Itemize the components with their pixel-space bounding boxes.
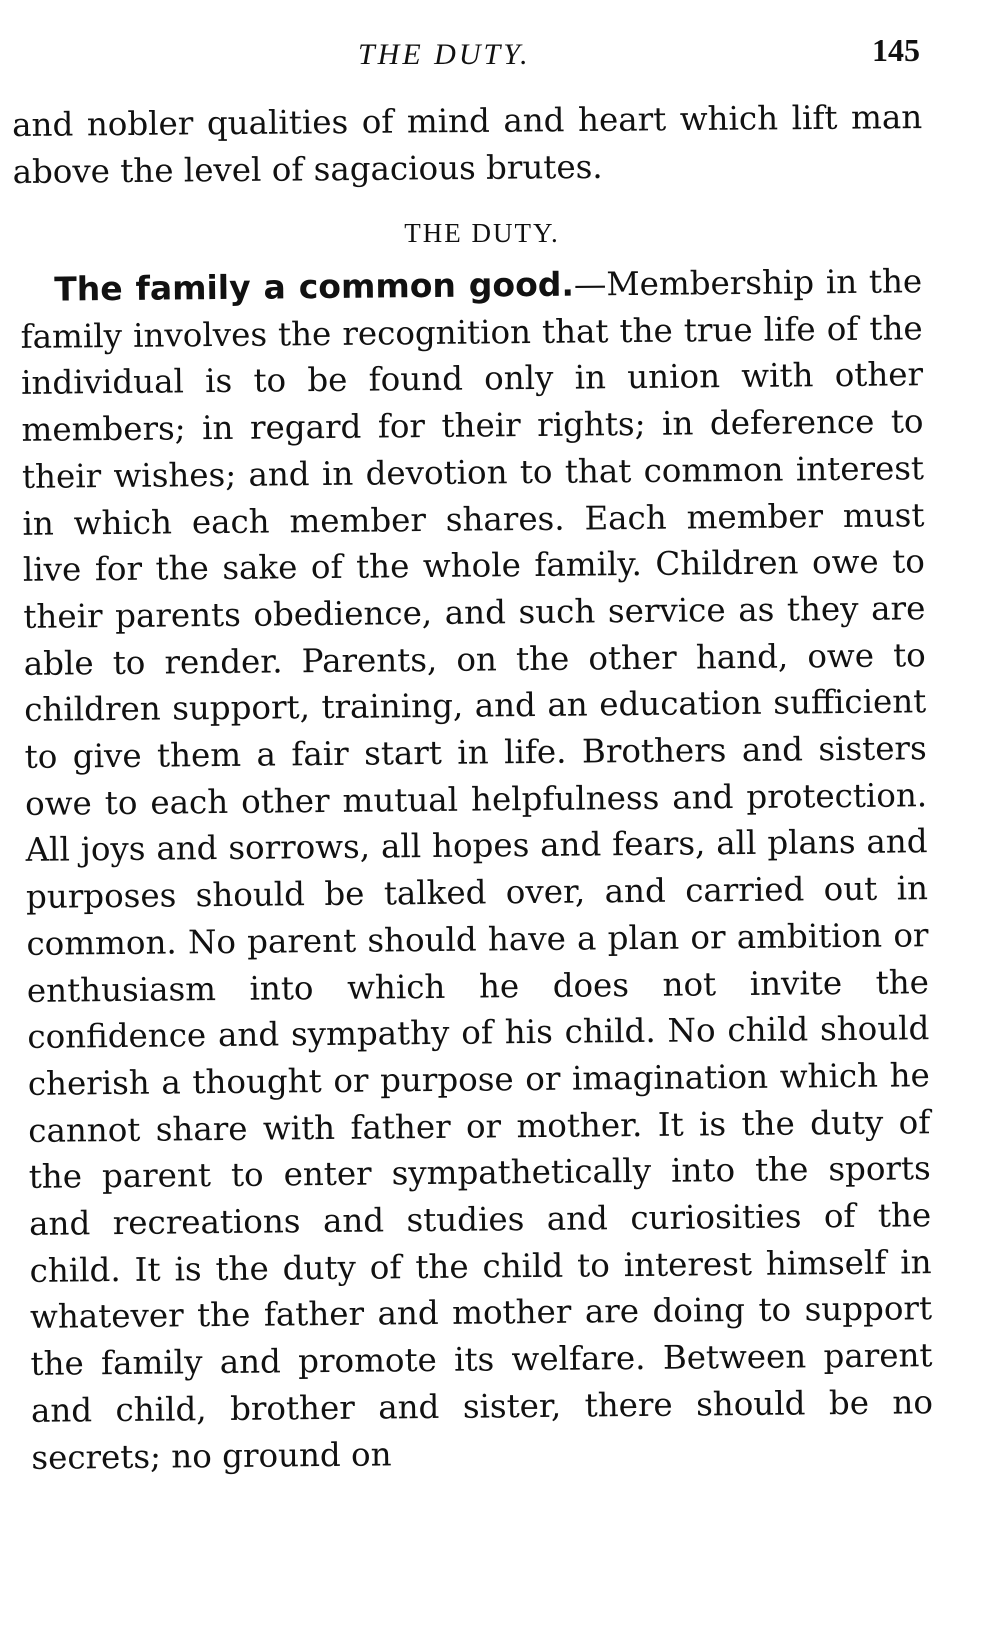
run-in-title: The family a common good. bbox=[54, 264, 575, 309]
section-body-text: —Membership in the family involves the recognition that the true life of the individual is to be found only in union with other members; in regard for their rights; in deference to their wishes; and in devotion to that common interest in which each member shares. Each member must live for the sake of the whole family. Children owe to their parents obedience, and such service as they are able to render. Parents, on the other hand, owe to children support, training, and an education sufficient to give them a fair start in life. Brothers and sisters owe to each other mutual helpfulness and protection. All joys and sorrows, all hopes and fears, all plans and purposes should be talked over, and carried out in common. No parent should have a plan or ambition or enthusiasm into which he does not invite the confidence and sympathy of his child. No child should cherish a thought or purpose or imagination which he cannot share with father or mother. It is the duty of the parent to enter sympathetically into the sports and recreations and studies and curiosities of the child. It is the duty of the child to interest himself in whatever the father and mother are doing to support the family and promote its welfare. Between parent and child, brother and sister, there should be no secrets; no ground on bbox=[20, 262, 934, 1477]
opening-paragraph: and nobler qualities of mind and heart which lift man above the level of sagacious brutes. bbox=[12, 98, 923, 191]
page-body bbox=[12, 98, 934, 1481]
running-header bbox=[0, 30, 1000, 80]
page-number: 145 bbox=[872, 32, 920, 68]
section-paragraph bbox=[12, 258, 934, 1481]
running-title: THE DUTY. bbox=[358, 38, 531, 71]
section-heading: THE DUTY. bbox=[404, 218, 560, 248]
